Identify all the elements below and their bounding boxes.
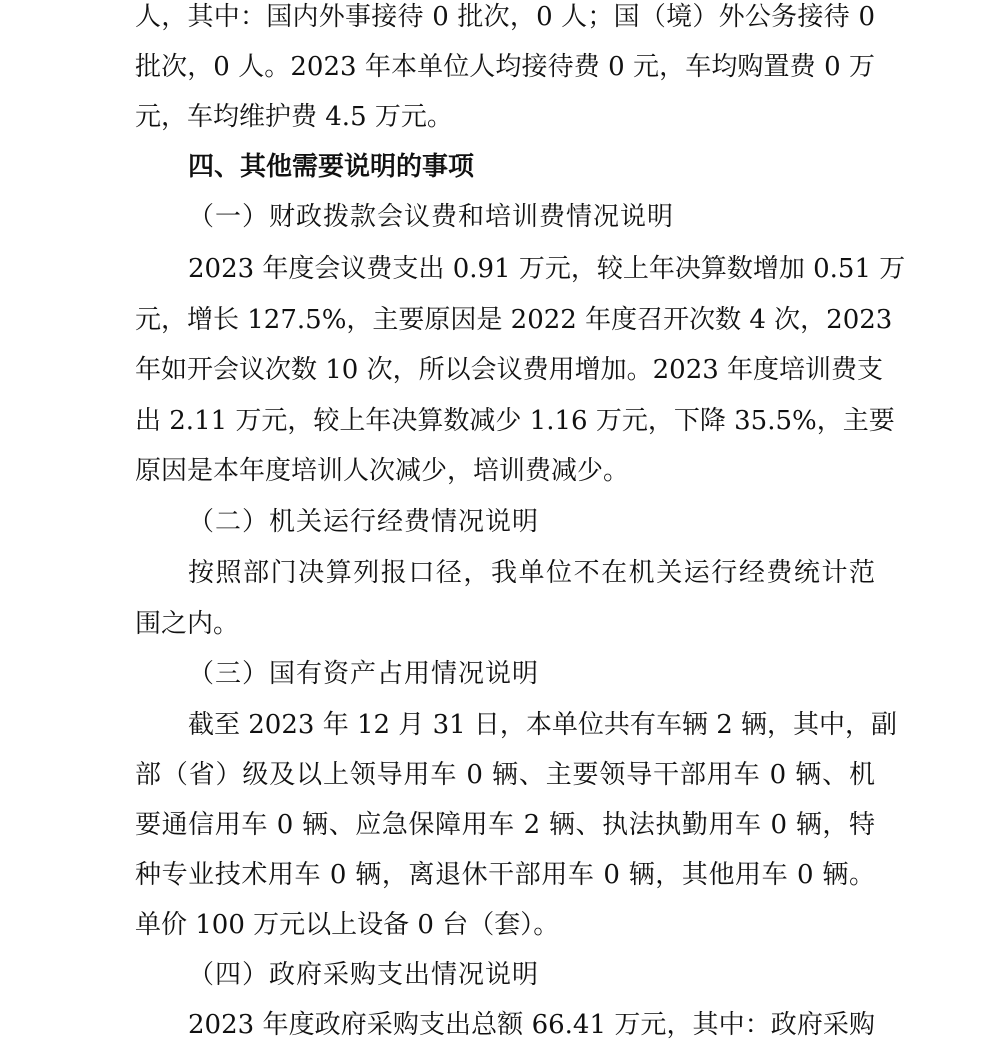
subsection-heading: （四）政府采购支出情况说明 — [188, 960, 540, 990]
paragraph-line: 年如开会议次数 10 次，所以会议费用增加。2023 年度培训费支 — [135, 355, 884, 385]
paragraph-line: 种专业技术用车 0 辆，离退休干部用车 0 辆，其他用车 0 辆。 — [135, 860, 875, 890]
paragraph-line: 单价 100 万元以上设备 0 台（套）。 — [135, 910, 560, 940]
subsection-heading: （三）国有资产占用情况说明 — [188, 659, 540, 689]
subsection-heading: （一）财政拨款会议费和培训费情况说明 — [188, 202, 675, 232]
paragraph-line: 按照部门决算列报口径，我单位不在机关运行经费统计范 — [188, 558, 875, 588]
paragraph-line: 人，其中：国内外事接待 0 批次，0 人；国（境）外公务接待 0 — [135, 2, 875, 32]
subsection-heading: （二）机关运行经费情况说明 — [188, 507, 540, 537]
paragraph-line: 元，增长 127.5%，主要原因是 2022 年度召开次数 4 次，2023 — [135, 305, 893, 335]
paragraph-line: 要通信用车 0 辆、应急保障用车 2 辆、执法执勤用车 0 辆，特 — [135, 810, 875, 840]
paragraph-line: 出 2.11 万元，较上年决算数减少 1.16 万元，下降 35.5%，主要 — [135, 406, 895, 436]
paragraph-line: 2023 年度政府采购支出总额 66.41 万元，其中：政府采购 — [188, 1010, 875, 1040]
paragraph-line: 元，车均维护费 4.5 万元。 — [135, 102, 453, 132]
paragraph-line: 批次，0 人。2023 年本单位人均接待费 0 元，车均购置费 0 万 — [135, 52, 875, 82]
paragraph-line: 截至 2023 年 12 月 31 日，本单位共有车辆 2 辆，其中，副 — [188, 710, 897, 740]
paragraph-line: 部（省）级及以上领导用车 0 辆、主要领导干部用车 0 辆、机 — [135, 760, 875, 790]
paragraph-line: 2023 年度会议费支出 0.91 万元，较上年决算数增加 0.51 万 — [188, 254, 906, 284]
paragraph-line: 围之内。 — [135, 609, 240, 639]
paragraph-line: 原因是本年度培训人次减少，培训费减少。 — [135, 456, 630, 486]
section-heading: 四、其他需要说明的事项 — [188, 152, 475, 182]
